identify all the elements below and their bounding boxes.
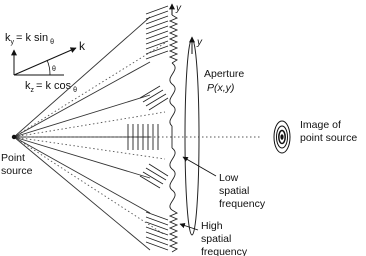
point-source-label-line1: Point	[1, 152, 25, 164]
wavefront-line	[146, 51, 168, 59]
wavefront-line	[146, 6, 168, 14]
wavefront-line	[146, 26, 168, 34]
wavefront-line	[146, 168, 166, 180]
high-freq-wave-top	[170, 15, 177, 63]
wavefront-line	[143, 172, 163, 184]
high-freq-label-line1: High	[201, 220, 223, 232]
k-vector-arrow	[14, 48, 76, 75]
theta-angle-arc	[47, 60, 50, 75]
wavefront-line	[140, 86, 160, 98]
wavefront-line	[146, 232, 168, 240]
high-freq-wave-bottom	[170, 210, 177, 252]
low-freq-pointer-arrow	[183, 157, 216, 176]
low-freq-wave-lower	[170, 148, 175, 210]
ray-solid	[14, 137, 150, 213]
y-axis-aperture-label: y	[197, 37, 202, 48]
ray-solid	[14, 95, 150, 137]
wavefront-line	[146, 217, 168, 225]
ky-label: $k_y = k$ sin $_\theta$	[5, 32, 55, 46]
point-source-label-line2: source	[1, 165, 33, 177]
aperture-coord-label: P(x,y)	[207, 82, 235, 94]
ray-dotted	[14, 137, 165, 235]
wavefront-line	[146, 46, 168, 54]
image-label-line1: Image of	[300, 119, 341, 131]
wavefront-line	[146, 237, 168, 245]
wavefront-line	[149, 164, 168, 176]
image-spot	[274, 121, 290, 153]
wavefront-line	[146, 21, 168, 29]
low-freq-label-line2: spatial	[219, 185, 250, 197]
low-freq-label-line3: frequency	[219, 198, 266, 210]
image-core	[280, 134, 283, 140]
ray-solid	[14, 137, 150, 178]
wavefront-line	[149, 98, 168, 110]
aperture-profile	[170, 15, 177, 252]
wavefront-line	[146, 31, 168, 39]
wavefront-line	[146, 242, 168, 250]
point-source-dot	[12, 135, 16, 139]
high-freq-label-line2: spatial	[201, 233, 232, 245]
wavefront-line	[146, 212, 168, 220]
k-label: k	[79, 39, 85, 53]
y-axis-top-label: y	[176, 3, 181, 14]
aperture-label: Aperture	[204, 68, 245, 80]
theta-label: θ	[52, 66, 56, 73]
wavefront-line	[146, 222, 168, 230]
wavefront-line	[146, 227, 168, 235]
image-label-line2: point source	[300, 132, 358, 144]
kz-label: $k_z = k$ cos $_\theta$	[25, 80, 78, 94]
wavefront-hatches	[128, 6, 168, 250]
low-freq-label-line1: Low	[219, 172, 239, 184]
low-freq-wave-upper	[170, 63, 175, 126]
wavefront-line	[146, 94, 166, 106]
wavefront-line	[146, 36, 168, 44]
wavefront-line	[146, 11, 168, 19]
high-freq-label-line3: frequency	[201, 246, 248, 256]
